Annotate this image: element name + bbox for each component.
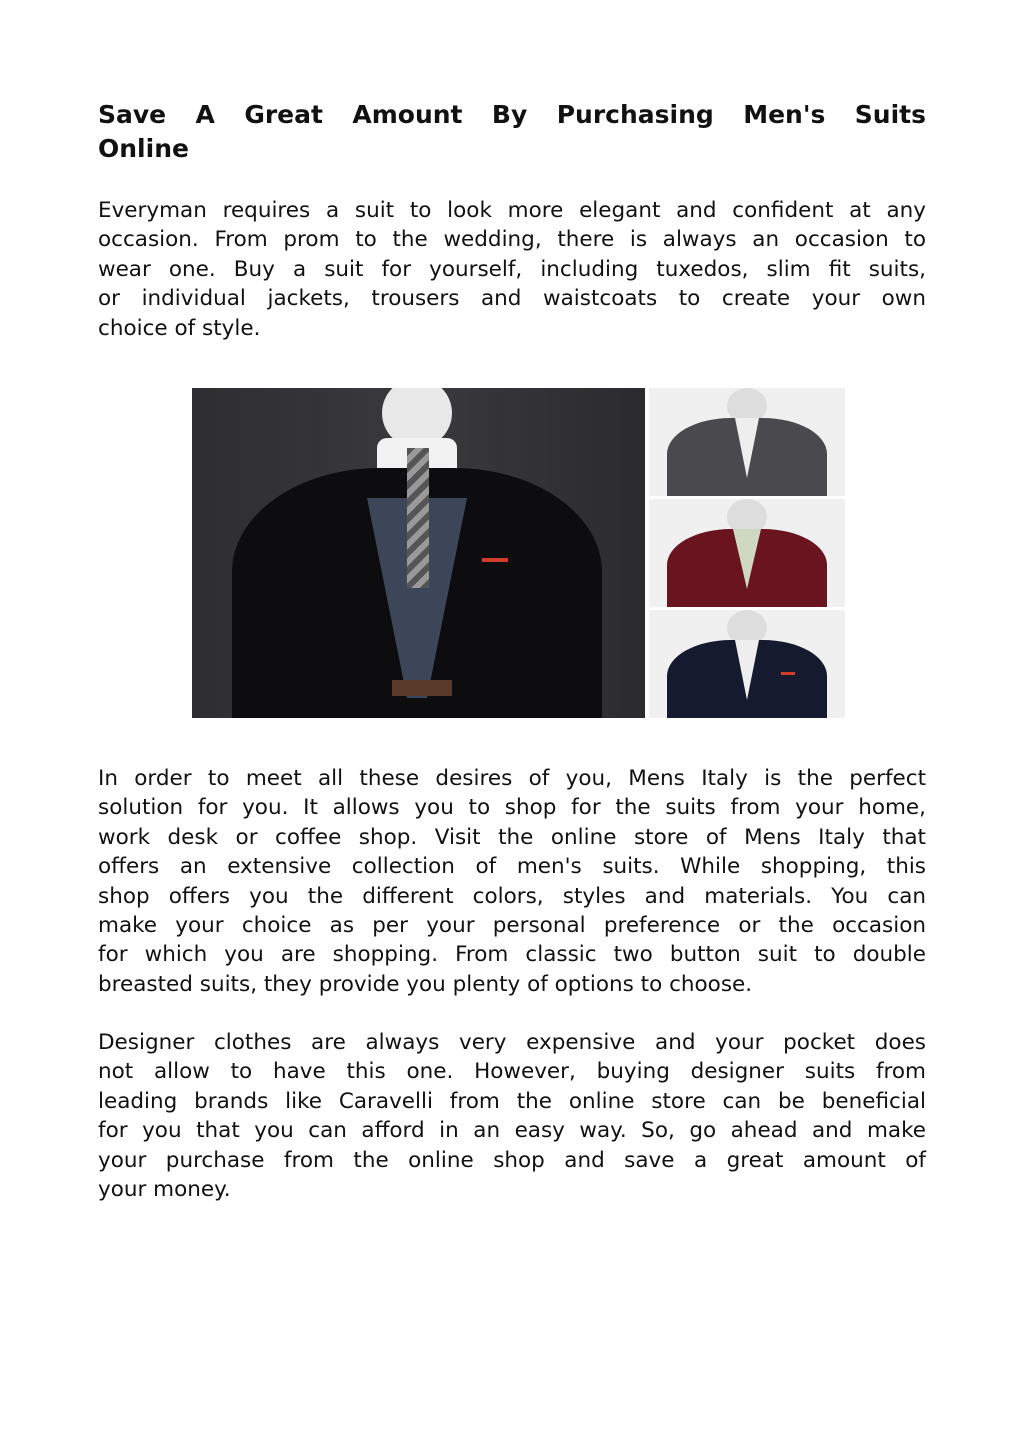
title-line: Online — [98, 134, 189, 163]
text-line: for you that you can afford in an easy way. So, go ahead and make — [98, 1118, 926, 1144]
page-title — [98, 98, 926, 166]
title-line: Save A Great Amount By Purchasing Men's Suits — [98, 100, 926, 129]
text-line: solution for you. It allows you to shop for the suits from your home, — [98, 795, 926, 821]
black-suit-photo — [192, 388, 645, 718]
text-line: Designer clothes are always very expensive and your pocket does — [98, 1030, 926, 1055]
text-line: breasted suits, they provide you plenty of options to choose. — [98, 971, 753, 997]
text-line: or individual jackets, trousers and waistcoats to create your own — [98, 286, 926, 312]
text-line: work desk or coffee shop. Visit the online store of Mens Italy that — [98, 824, 926, 850]
text-line: leading brands like Caravelli from the online store can be beneficial — [98, 1088, 926, 1114]
text-line: wear one. Buy a suit for yourself, including tuxedos, slim fit suits, — [98, 256, 926, 282]
burgundy-suit-photo — [649, 499, 845, 607]
suits-image — [192, 388, 845, 718]
text-line: In order to meet all these desires of you, Mens Italy is the perfect — [98, 766, 926, 791]
shopping-paragraph — [98, 764, 926, 999]
text-line: your purchase from the online shop and save a great amount of — [98, 1147, 926, 1173]
text-line: offers an extensive collection of men's suits. While shopping, this — [98, 854, 926, 880]
text-line: your money. — [98, 1177, 231, 1203]
text-line: occasion. From prom to the wedding, there is always an occasion to — [98, 227, 926, 253]
text-line: for which you are shopping. From classic two button suit to double — [98, 942, 926, 968]
navy-suit-photo — [649, 610, 845, 718]
grey-suit-photo — [649, 388, 845, 496]
intro-paragraph — [98, 196, 926, 343]
text-line: shop offers you the different colors, styles and materials. You can — [98, 883, 926, 909]
text-line: Everyman requires a suit to look more elegant and confident at any — [98, 198, 926, 223]
designer-paragraph — [98, 1028, 926, 1204]
text-line: not allow to have this one. However, buying designer suits from — [98, 1059, 926, 1085]
text-line: choice of style. — [98, 315, 261, 341]
text-line: make your choice as per your personal preference or the occasion — [98, 913, 926, 939]
